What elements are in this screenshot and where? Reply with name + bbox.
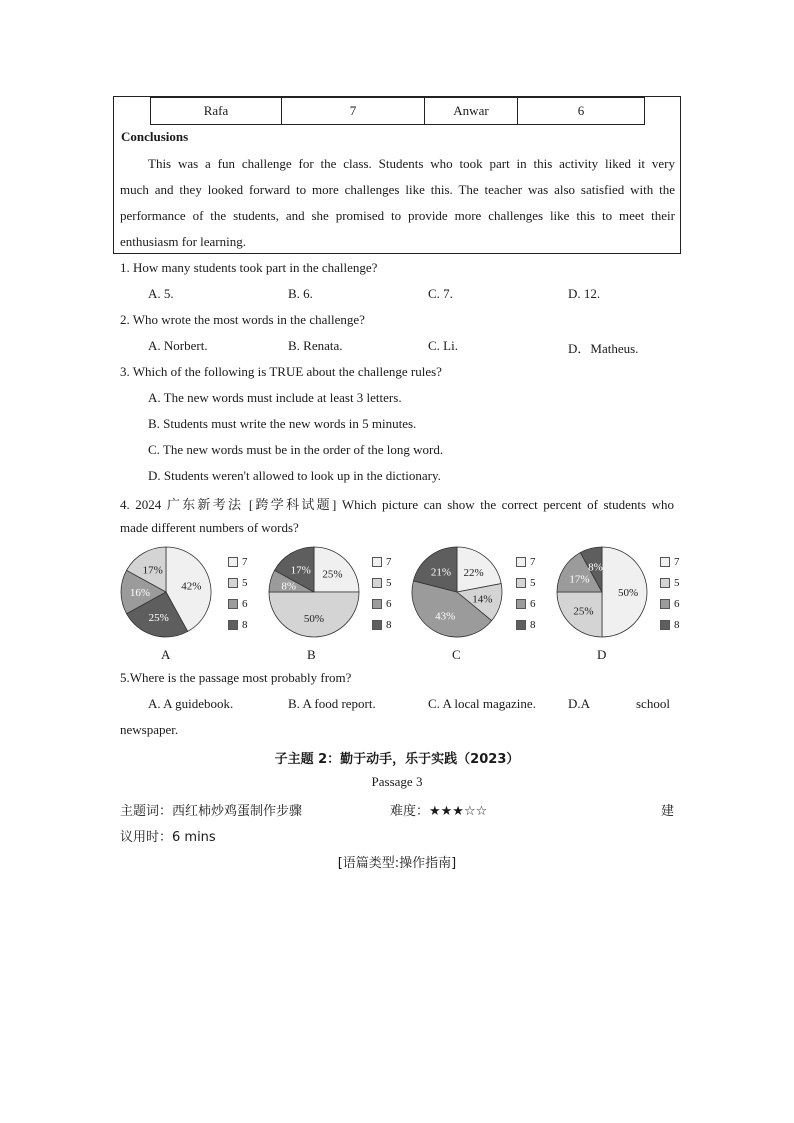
theme-words: 主题词：西红柿炒鸡蛋制作步骤 <box>120 804 303 819</box>
option[interactable]: A. Norbert. <box>148 338 208 353</box>
option[interactable]: D. 12. <box>568 286 601 301</box>
pie-data-label: 50% <box>303 613 325 626</box>
score-table <box>150 97 645 125</box>
passage-title: Passage 3 <box>371 774 423 789</box>
option[interactable]: B. A food report. <box>288 696 376 711</box>
legend-a <box>228 551 248 635</box>
legend-item: 7 <box>372 551 392 572</box>
legend-item: 5 <box>660 572 680 593</box>
option[interactable]: D. Students weren't allowed to look up in the dictionary. <box>148 468 441 483</box>
legend-item: 8 <box>516 614 536 635</box>
question-5: 5.Where is the passage most probably from? <box>120 670 352 685</box>
pie-data-label: 25% <box>573 605 594 618</box>
pie-data-label: 25% <box>322 568 343 581</box>
pie-data-label: 17% <box>569 573 590 586</box>
pie-data-label: 8% <box>588 561 603 574</box>
legend-b <box>372 551 392 635</box>
pie-data-label: 43% <box>435 610 456 623</box>
option[interactable]: A. The new words must include at least 3 letters. <box>148 390 402 405</box>
question-4: 4. 2024 广东新考法 [跨学科试题] Which picture can show the correct percent of students who <box>120 497 674 512</box>
question-2: 2. Who wrote the most words in the challenge? <box>120 312 365 327</box>
legend-item: 8 <box>660 614 680 635</box>
question-4-line2: made different numbers of words? <box>120 520 299 535</box>
legend-item: 6 <box>660 593 680 614</box>
pie-data-label: 16% <box>129 587 150 599</box>
pie-data-label: 17% <box>142 564 163 577</box>
table-cell: Rafa <box>151 98 282 125</box>
table-cell: 6 <box>518 98 645 125</box>
legend-item: 7 <box>660 551 680 572</box>
option[interactable]: A. 5. <box>148 286 174 301</box>
pie-data-label: 22% <box>463 566 484 579</box>
legend-item: 6 <box>228 593 248 614</box>
pie-data-label: 25% <box>148 612 169 625</box>
legend-c <box>516 551 536 635</box>
legend-item: 8 <box>372 614 392 635</box>
table-cell: 7 <box>282 98 425 125</box>
pie-title-d[interactable]: D <box>597 647 607 662</box>
paragraph-line: much and they looked forward to more challenges like this. The teacher was also satisfied with the <box>120 182 675 197</box>
legend-item: 6 <box>516 593 536 614</box>
pie-data-label: 42% <box>181 580 202 593</box>
paragraph-line: enthusiasm for learning. <box>120 234 246 249</box>
option[interactable]: A. A guidebook. <box>148 696 234 711</box>
passage-box <box>113 96 681 254</box>
legend-item: 7 <box>228 551 248 572</box>
legend-item: 8 <box>228 614 248 635</box>
option[interactable]: C. A local magazine. <box>428 696 536 711</box>
genre-label: [语篇类型:操作指南] <box>337 856 457 871</box>
legend-item: 6 <box>372 593 392 614</box>
option-word: school <box>636 696 670 711</box>
legend-d <box>660 551 680 635</box>
table-cell: Anwar <box>425 98 518 125</box>
question-3: 3. Which of the following is TRUE about the challenge rules? <box>120 364 442 379</box>
conclusions-heading: Conclusions <box>121 129 189 144</box>
paragraph-line: This was a fun challenge for the class. Students who took part in this activity liked it very <box>148 156 675 171</box>
option[interactable]: C. Li. <box>428 338 458 353</box>
suggest-time: 议用时：6 mins <box>120 830 216 845</box>
option-word: newspaper. <box>120 722 179 737</box>
option[interactable]: D．Matheus. <box>568 341 639 356</box>
pie-title-c[interactable]: C <box>452 647 461 662</box>
pie-data-label: 17% <box>290 564 311 577</box>
option[interactable]: B. Students must write the new words in 5 minutes. <box>148 416 417 431</box>
pie-data-label: 14% <box>472 593 493 606</box>
pie-data-label: 8% <box>281 580 297 593</box>
suggest-prefix: 建 <box>661 804 675 819</box>
legend-item: 5 <box>516 572 536 593</box>
subtopic-title: 子主题 2：勤于动手，乐于实践（2023） <box>274 752 520 767</box>
option[interactable]: B. 6. <box>288 286 313 301</box>
option[interactable]: C. 7. <box>428 286 453 301</box>
table-row <box>151 98 645 125</box>
option[interactable]: D.A <box>568 696 591 711</box>
option[interactable]: C. The new words must be in the order of the long word. <box>148 442 444 457</box>
legend-item: 5 <box>372 572 392 593</box>
option[interactable]: B. Renata. <box>288 338 343 353</box>
paragraph-line: performance of the students, and she promised to provide more challenges like this to meet their <box>120 208 675 223</box>
difficulty: 难度：★★★☆☆ <box>390 804 488 819</box>
legend-item: 7 <box>516 551 536 572</box>
legend-item: 5 <box>228 572 248 593</box>
pie-title-a[interactable]: A <box>161 647 171 662</box>
pie-title-b[interactable]: B <box>307 647 316 662</box>
conclusions-paragraph <box>120 151 675 255</box>
question-1: 1. How many students took part in the challenge? <box>120 260 378 275</box>
pie-data-label: 50% <box>618 587 639 599</box>
pie-data-label: 21% <box>430 566 452 579</box>
